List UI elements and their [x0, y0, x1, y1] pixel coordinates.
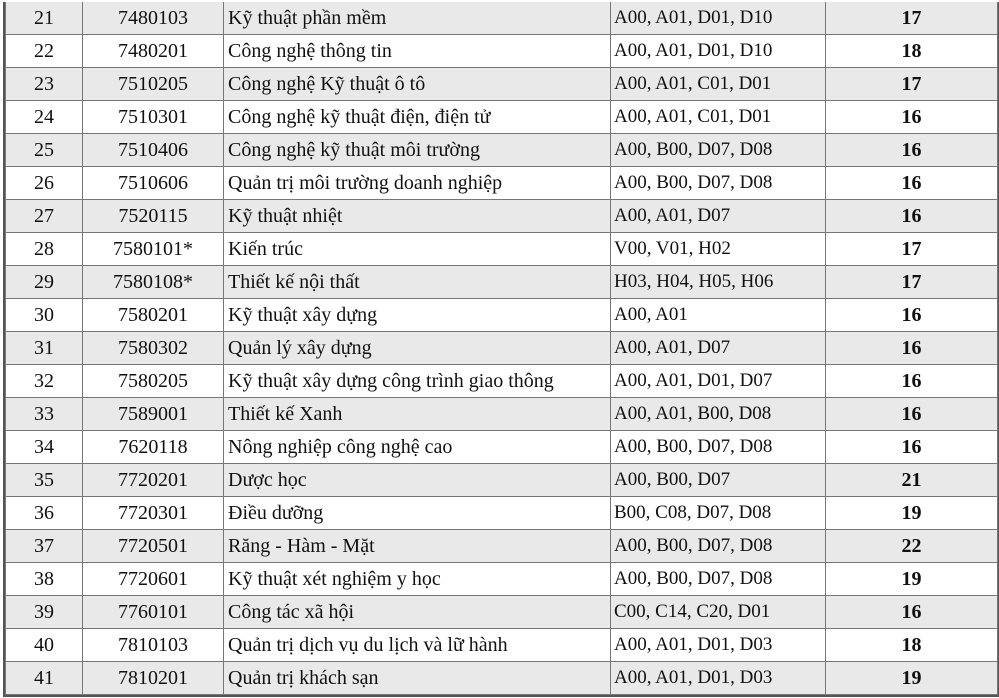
admission-score-cell: 17	[826, 266, 998, 299]
subject-combination-cell: A00, A01	[611, 299, 826, 332]
row-number-cell: 26	[6, 167, 83, 200]
subject-combination-cell: A00, B00, D07, D08	[611, 530, 826, 563]
subject-combination-cell: A00, A01, D01, D10	[611, 2, 826, 35]
admission-score-cell: 19	[826, 497, 998, 530]
subject-combination-cell: A00, B00, D07, D08	[611, 134, 826, 167]
admission-score-cell: 16	[826, 167, 998, 200]
row-number-cell: 21	[6, 2, 83, 35]
row-number-cell: 39	[6, 596, 83, 629]
subject-combination-cell: A00, A01, D01, D03	[611, 662, 826, 695]
admission-score-cell: 16	[826, 134, 998, 167]
major-code-cell: 7510301	[83, 101, 224, 134]
admission-score-cell: 16	[826, 398, 998, 431]
table-row	[6, 497, 998, 530]
subject-combination-cell: A00, A01, D01, D07	[611, 365, 826, 398]
major-name-cell: Quản lý xây dựng	[224, 332, 611, 365]
admission-score-cell: 18	[826, 35, 998, 68]
subject-combination-cell: A00, B00, D07, D08	[611, 431, 826, 464]
subject-combination-cell: B00, C08, D07, D08	[611, 497, 826, 530]
major-code-cell: 7620118	[83, 431, 224, 464]
admission-score-cell: 17	[826, 2, 998, 35]
major-code-cell: 7580101*	[83, 233, 224, 266]
major-name-cell: Thiết kế Xanh	[224, 398, 611, 431]
table-row	[6, 233, 998, 266]
table-row	[6, 662, 998, 695]
table-row	[6, 266, 998, 299]
admission-scores-table	[5, 2, 998, 695]
major-code-cell: 7720501	[83, 530, 224, 563]
major-code-cell: 7510606	[83, 167, 224, 200]
subject-combination-cell: A00, A01, D01, D10	[611, 35, 826, 68]
table-row	[6, 299, 998, 332]
row-number-cell: 33	[6, 398, 83, 431]
table-row	[6, 365, 998, 398]
major-code-cell: 7580205	[83, 365, 224, 398]
major-name-cell: Công nghệ Kỹ thuật ô tô	[224, 68, 611, 101]
table-row	[6, 101, 998, 134]
major-code-cell: 7810201	[83, 662, 224, 695]
major-code-cell: 7580108*	[83, 266, 224, 299]
major-code-cell: 7720301	[83, 497, 224, 530]
major-name-cell: Kỹ thuật xét nghiệm y học	[224, 563, 611, 596]
major-name-cell: Kỹ thuật xây dựng công trình giao thông	[224, 365, 611, 398]
subject-combination-cell: A00, A01, C01, D01	[611, 101, 826, 134]
table-row	[6, 464, 998, 497]
major-name-cell: Quản trị khách sạn	[224, 662, 611, 695]
table-row	[6, 134, 998, 167]
table-row	[6, 596, 998, 629]
table-row	[6, 431, 998, 464]
subject-combination-cell: A00, B00, D07, D08	[611, 563, 826, 596]
row-number-cell: 23	[6, 68, 83, 101]
major-name-cell: Công tác xã hội	[224, 596, 611, 629]
subject-combination-cell: A00, B00, D07	[611, 464, 826, 497]
table-row	[6, 629, 998, 662]
row-number-cell: 28	[6, 233, 83, 266]
row-number-cell: 40	[6, 629, 83, 662]
admission-score-cell: 16	[826, 200, 998, 233]
major-code-cell: 7510205	[83, 68, 224, 101]
admission-score-cell: 18	[826, 629, 998, 662]
table-row	[6, 2, 998, 35]
row-number-cell: 24	[6, 101, 83, 134]
subject-combination-cell: A00, A01, D01, D03	[611, 629, 826, 662]
major-code-cell: 7580302	[83, 332, 224, 365]
admission-score-cell: 16	[826, 101, 998, 134]
major-code-cell: 7580201	[83, 299, 224, 332]
subject-combination-cell: V00, V01, H02	[611, 233, 826, 266]
row-number-cell: 41	[6, 662, 83, 695]
row-number-cell: 29	[6, 266, 83, 299]
row-number-cell: 30	[6, 299, 83, 332]
subject-combination-cell: H03, H04, H05, H06	[611, 266, 826, 299]
row-number-cell: 31	[6, 332, 83, 365]
major-code-cell: 7720201	[83, 464, 224, 497]
admission-score-cell: 16	[826, 299, 998, 332]
table-row	[6, 167, 998, 200]
admission-score-cell: 19	[826, 563, 998, 596]
row-number-cell: 25	[6, 134, 83, 167]
major-name-cell: Công nghệ kỹ thuật môi trường	[224, 134, 611, 167]
major-code-cell: 7480103	[83, 2, 224, 35]
major-code-cell: 7480201	[83, 35, 224, 68]
row-number-cell: 36	[6, 497, 83, 530]
subject-combination-cell: A00, A01, B00, D08	[611, 398, 826, 431]
table-row	[6, 530, 998, 563]
admission-score-cell: 16	[826, 365, 998, 398]
admission-score-cell: 17	[826, 233, 998, 266]
row-number-cell: 35	[6, 464, 83, 497]
major-name-cell: Kỹ thuật phần mềm	[224, 2, 611, 35]
major-name-cell: Kỹ thuật xây dựng	[224, 299, 611, 332]
table-row	[6, 200, 998, 233]
major-name-cell: Kỹ thuật nhiệt	[224, 200, 611, 233]
major-code-cell: 7510406	[83, 134, 224, 167]
admission-score-cell: 16	[826, 332, 998, 365]
subject-combination-cell: C00, C14, C20, D01	[611, 596, 826, 629]
table-body	[6, 2, 998, 695]
major-code-cell: 7589001	[83, 398, 224, 431]
table-row	[6, 35, 998, 68]
major-name-cell: Thiết kế nội thất	[224, 266, 611, 299]
admission-score-cell: 17	[826, 68, 998, 101]
row-number-cell: 27	[6, 200, 83, 233]
row-number-cell: 32	[6, 365, 83, 398]
table-row	[6, 68, 998, 101]
admission-score-cell: 16	[826, 431, 998, 464]
major-name-cell: Công nghệ kỹ thuật điện, điện tử	[224, 101, 611, 134]
major-name-cell: Dược học	[224, 464, 611, 497]
admission-score-cell: 19	[826, 662, 998, 695]
subject-combination-cell: A00, A01, C01, D01	[611, 68, 826, 101]
major-code-cell: 7520115	[83, 200, 224, 233]
subject-combination-cell: A00, A01, D07	[611, 200, 826, 233]
admission-score-cell: 21	[826, 464, 998, 497]
major-code-cell: 7760101	[83, 596, 224, 629]
major-name-cell: Nông nghiệp công nghệ cao	[224, 431, 611, 464]
row-number-cell: 34	[6, 431, 83, 464]
row-number-cell: 38	[6, 563, 83, 596]
major-name-cell: Quản trị dịch vụ du lịch và lữ hành	[224, 629, 611, 662]
table-row	[6, 398, 998, 431]
table-row	[6, 563, 998, 596]
subject-combination-cell: A00, B00, D07, D08	[611, 167, 826, 200]
major-name-cell: Răng - Hàm - Mặt	[224, 530, 611, 563]
admission-scores-table-container	[3, 2, 999, 697]
major-name-cell: Công nghệ thông tin	[224, 35, 611, 68]
admission-score-cell: 22	[826, 530, 998, 563]
major-name-cell: Kiến trúc	[224, 233, 611, 266]
table-row	[6, 332, 998, 365]
major-name-cell: Quản trị môi trường doanh nghiệp	[224, 167, 611, 200]
row-number-cell: 37	[6, 530, 83, 563]
subject-combination-cell: A00, A01, D07	[611, 332, 826, 365]
admission-score-cell: 16	[826, 596, 998, 629]
row-number-cell: 22	[6, 35, 83, 68]
major-code-cell: 7720601	[83, 563, 224, 596]
major-name-cell: Điều dưỡng	[224, 497, 611, 530]
major-code-cell: 7810103	[83, 629, 224, 662]
